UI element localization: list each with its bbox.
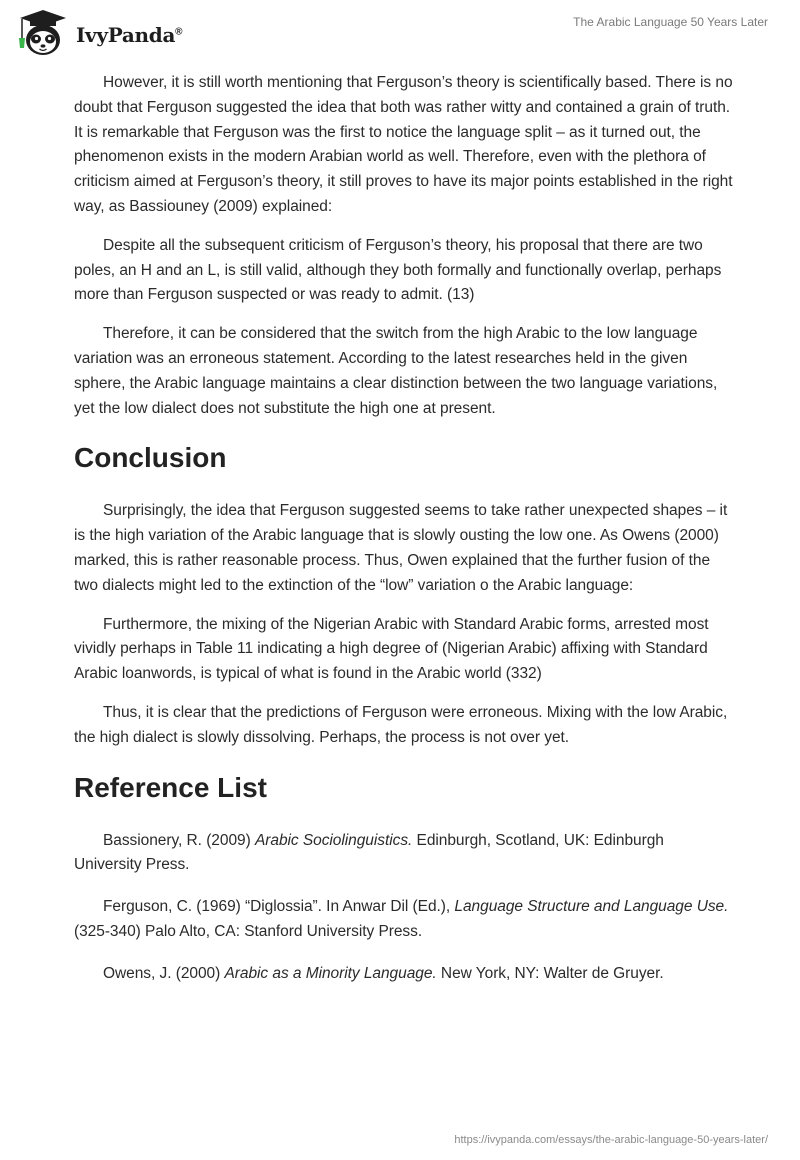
ivypanda-logo[interactable] <box>14 8 182 58</box>
source-url[interactable]: https://ivypanda.com/essays/the-arabic-language-50-years-later/ <box>454 1134 768 1146</box>
reference-entry: Bassionery, R. (2009) Arabic Sociolinguistics. Edinburgh, Scotland, UK: Edinburgh University Press. <box>74 831 664 874</box>
essay-content <box>74 71 734 1004</box>
reference-title: Arabic as a Minority Language. <box>224 964 437 982</box>
paragraph: Thus, it is clear that the predictions of Ferguson were erroneous. Mixing with the low Arabic, the high dialect is slowly dissolving. Perhaps, the process is not over yet. <box>74 703 728 746</box>
reference-list-heading: Reference List <box>74 771 267 803</box>
page-header <box>0 0 800 64</box>
brand-name: IvyPanda® <box>76 23 183 47</box>
paragraph: However, it is still worth mentioning that Ferguson’s theory is scientifically based. There is no doubt that Ferguson suggested the idea that both was rather witty and contained a grain of truth. It is remarkable that Ferguson was the first to notice the language split – as it turned out, the phenomenon exists in the modern Arabian world as well. Therefore, even with the plethora of criticism aimed at Ferguson’s theory, it still proves to have its major points established in the right way, as Bassiouney (2009) explained: <box>74 74 733 215</box>
reference-entry: Ferguson, C. (1969) “Diglossia”. In Anwar Dil (Ed.), Language Structure and Language Use. (325-340) Palo Alto, CA: Stanford University Press. <box>74 898 729 940</box>
paragraph: Surprisingly, the idea that Ferguson suggested seems to take rather unexpected shapes – it is the high variation of the Arabic language that is slowly ousting the low one. As Owens (2000) marked, this is rather reasonable process. Thus, Owen explained that the further fusion of the two dialects might led to the extinction of the “low” variation o the Arabic language: <box>74 502 728 594</box>
conclusion-heading: Conclusion <box>74 442 227 474</box>
paragraph: Therefore, it can be considered that the switch from the high Arabic to the low language variation was an erroneous statement. According to the latest researches held in the given sphere, the Arabic language maintains a clear distinction between the two language variations, yet the low dialect does not substitute the high one at present. <box>74 325 718 417</box>
block-quote: Furthermore, the mixing of the Nigerian Arabic with Standard Arabic forms, arrested most vividly perhaps in Table 11 indicating a high degree of (Nigerian Arabic) affixing with Standard Arabic loanwords, is typical of what is found in the Arabic world (332) <box>74 615 709 683</box>
reference-entry: Owens, J. (2000) Arabic as a Minority Language. New York, NY: Walter de Gruyer. <box>103 964 664 982</box>
reference-title: Language Structure and Language Use. <box>454 898 729 916</box>
registered-mark: ® <box>175 26 183 38</box>
reference-title: Arabic Sociolinguistics. <box>254 831 413 849</box>
block-quote: Despite all the subsequent criticism of Ferguson’s theory, his proposal that there are two poles, an H and an L, is still valid, although they both formally and functionally overlap, perhaps more than Ferguson suspected or was ready to admit. (13) <box>74 236 722 304</box>
panda-graduate-icon <box>14 8 72 58</box>
running-title: The Arabic Language 50 Years Later <box>573 15 768 29</box>
